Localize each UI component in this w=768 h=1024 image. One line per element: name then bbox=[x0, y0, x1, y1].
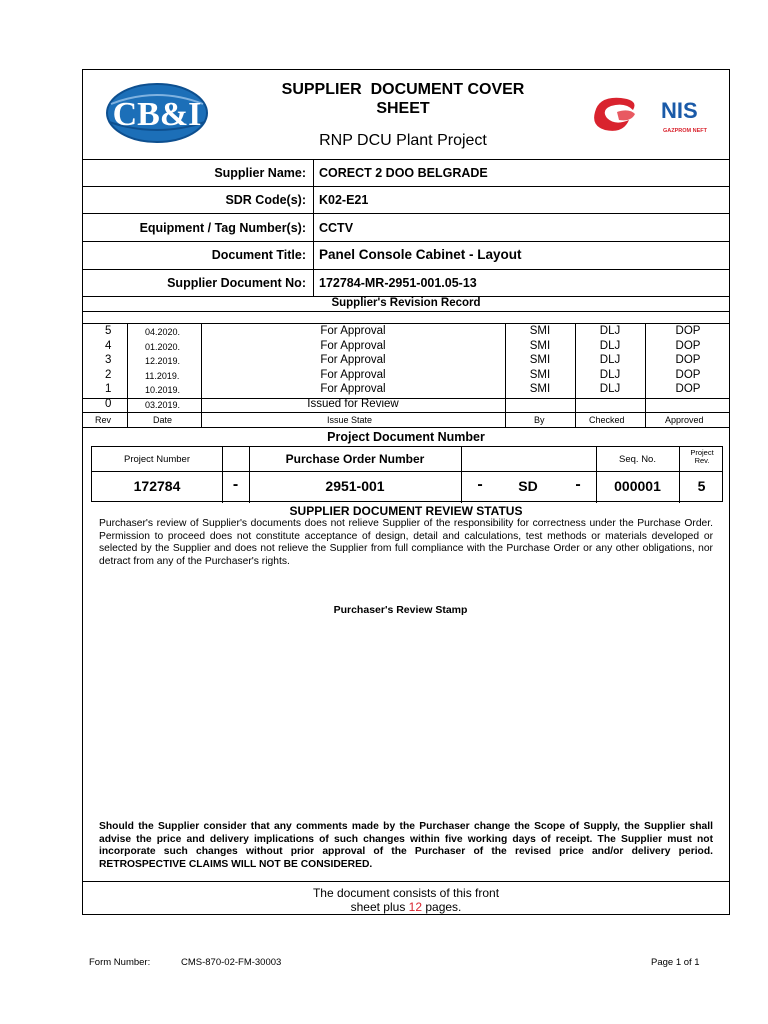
revision-state: For Approval bbox=[320, 325, 386, 337]
revision-rev: 4 bbox=[105, 339, 112, 352]
supplier-name-value: CORECT 2 DOO BELGRADE bbox=[319, 166, 488, 180]
document-title bbox=[233, 80, 573, 118]
title-line-1: SUPPLIER DOCUMENT COVER bbox=[281, 81, 525, 98]
supplier-doc-no-label: Supplier Document No: bbox=[167, 276, 306, 290]
project-rev-header: Project Rev. bbox=[690, 448, 714, 465]
nis-logo-text: NIS bbox=[661, 98, 698, 123]
revision-by: SMI bbox=[529, 383, 551, 396]
revision-state: For Approval bbox=[320, 368, 386, 381]
revision-approved: DOP bbox=[675, 325, 701, 337]
cbi-logo bbox=[105, 82, 209, 144]
issue-state-header: Issue State bbox=[327, 415, 373, 425]
project-doc-number-title: Project Document Number bbox=[327, 430, 485, 444]
revision-by: SMI bbox=[529, 368, 551, 381]
review-disclaimer: Purchaser's review of Supplier's documents does not relieve Supplier of the responsibility for correctness under the Purchase Order. Permission to proceed does not constitute acceptance of design, detail and calculations, test methods or materials developed or selected by the Supplier and does not relieve the Supplier from full compliance with the Purchase Order or any other obligations, nor detract from any of the Purchaser's rights. bbox=[99, 518, 713, 567]
cover-sheet bbox=[82, 69, 730, 915]
revision-by: SMI bbox=[529, 339, 551, 352]
title-line-2: SHEET bbox=[376, 100, 430, 117]
sdr-code-label: SDR Code(s): bbox=[225, 193, 306, 207]
page-indicator: Page 1 of 1 bbox=[651, 957, 700, 968]
project-number-value: 172784 bbox=[133, 478, 181, 494]
project-name: RNP DCU Plant Project bbox=[319, 132, 487, 149]
form-number-label: Form Number: bbox=[89, 957, 151, 968]
rev-header: Rev bbox=[95, 415, 112, 425]
nis-logo bbox=[589, 92, 719, 138]
revision-checked: DLJ bbox=[599, 383, 621, 396]
tag-number-label: Equipment / Tag Number(s): bbox=[139, 221, 306, 235]
pages-note-post: pages. bbox=[425, 900, 462, 914]
date-header: Date bbox=[153, 415, 173, 425]
revision-by: SMI bbox=[529, 354, 551, 367]
revision-rev: 5 bbox=[105, 325, 112, 337]
by-header: By bbox=[534, 415, 545, 425]
dash-2: - bbox=[477, 476, 483, 493]
revision-approved: DOP bbox=[675, 354, 701, 367]
revision-rev: 3 bbox=[105, 354, 112, 367]
nis-logo-subtext: GAZPROM NEFT bbox=[663, 128, 707, 134]
document-title-label: Document Title: bbox=[211, 248, 306, 262]
scope-notice: Should the Supplier consider that any comments made by the Purchaser change the Scope of Supply, the Supplier shall advise the price and delivery implications of such changes within five working days of receipt. The Supplier must not incorporate such changes without prior approval of the Purchaser of the revised price and/or delivery period. RETROSPECTIVE CLAIMS WILL NOT BE CONSIDERED. bbox=[99, 821, 713, 870]
revision-by: SMI bbox=[529, 325, 551, 337]
tag-number-value: CCTV bbox=[319, 221, 354, 235]
revision-checked: DLJ bbox=[599, 325, 621, 337]
revision-state: Issued for Review bbox=[307, 398, 399, 410]
checked-header: Checked bbox=[589, 415, 625, 425]
supplier-name-label: Supplier Name: bbox=[214, 166, 306, 180]
pages-note bbox=[83, 886, 729, 914]
revision-state: For Approval bbox=[320, 354, 386, 367]
project-doc-number-box bbox=[91, 446, 723, 502]
revision-date: 11.2019. bbox=[145, 370, 180, 381]
revision-date: 01.2020. bbox=[145, 341, 181, 352]
revision-checked: DLJ bbox=[599, 368, 621, 381]
revision-date: 10.2019. bbox=[145, 385, 181, 396]
po-number-value: 2951-001 bbox=[325, 478, 385, 494]
sd-value: SD bbox=[518, 478, 538, 494]
pages-note-line2 bbox=[83, 900, 729, 914]
form-number-value: CMS-870-02-FM-30003 bbox=[181, 957, 282, 968]
revision-checked: DLJ bbox=[599, 354, 621, 367]
revision-state: For Approval bbox=[320, 339, 386, 352]
pages-note-line1: The document consists of this front bbox=[312, 886, 500, 900]
revision-approved: DOP bbox=[675, 339, 701, 352]
sdr-code-value: K02-E21 bbox=[319, 193, 369, 207]
dash-3: - bbox=[575, 476, 581, 493]
revision-approved: DOP bbox=[675, 368, 701, 381]
review-stamp-label: Purchaser's Review Stamp bbox=[333, 604, 468, 616]
cbi-logo-text: CB&I bbox=[112, 96, 202, 133]
revision-date: 04.2020. bbox=[145, 327, 181, 337]
revision-approved: DOP bbox=[675, 383, 701, 396]
revision-rev: 0 bbox=[105, 398, 112, 410]
revision-checked: DLJ bbox=[599, 339, 621, 352]
seq-no-value: 000001 bbox=[614, 478, 661, 494]
project-number-header: Project Number bbox=[124, 454, 190, 465]
revision-rev: 2 bbox=[105, 368, 112, 381]
pages-note-pre: sheet plus bbox=[350, 900, 406, 914]
review-status-title: SUPPLIER DOCUMENT REVIEW STATUS bbox=[289, 504, 523, 518]
dash-1: - bbox=[232, 476, 239, 493]
revision-record-title: Supplier's Revision Record bbox=[331, 297, 481, 309]
revision-rev: 1 bbox=[105, 383, 112, 396]
document-title-value: Panel Console Cabinet - Layout bbox=[319, 247, 522, 262]
project-rev-value: 5 bbox=[697, 478, 706, 494]
po-number-header: Purchase Order Number bbox=[285, 452, 425, 466]
supplier-doc-no-value: 172784-MR-2951-001.05-13 bbox=[319, 276, 477, 290]
page-count: 12 bbox=[408, 900, 423, 914]
revision-date: 12.2019. bbox=[145, 356, 181, 367]
seq-no-header: Seq. No. bbox=[619, 454, 656, 465]
approved-header: Approved bbox=[665, 415, 704, 425]
revision-date: 03.2019. bbox=[145, 400, 181, 410]
revision-state: For Approval bbox=[320, 383, 386, 396]
